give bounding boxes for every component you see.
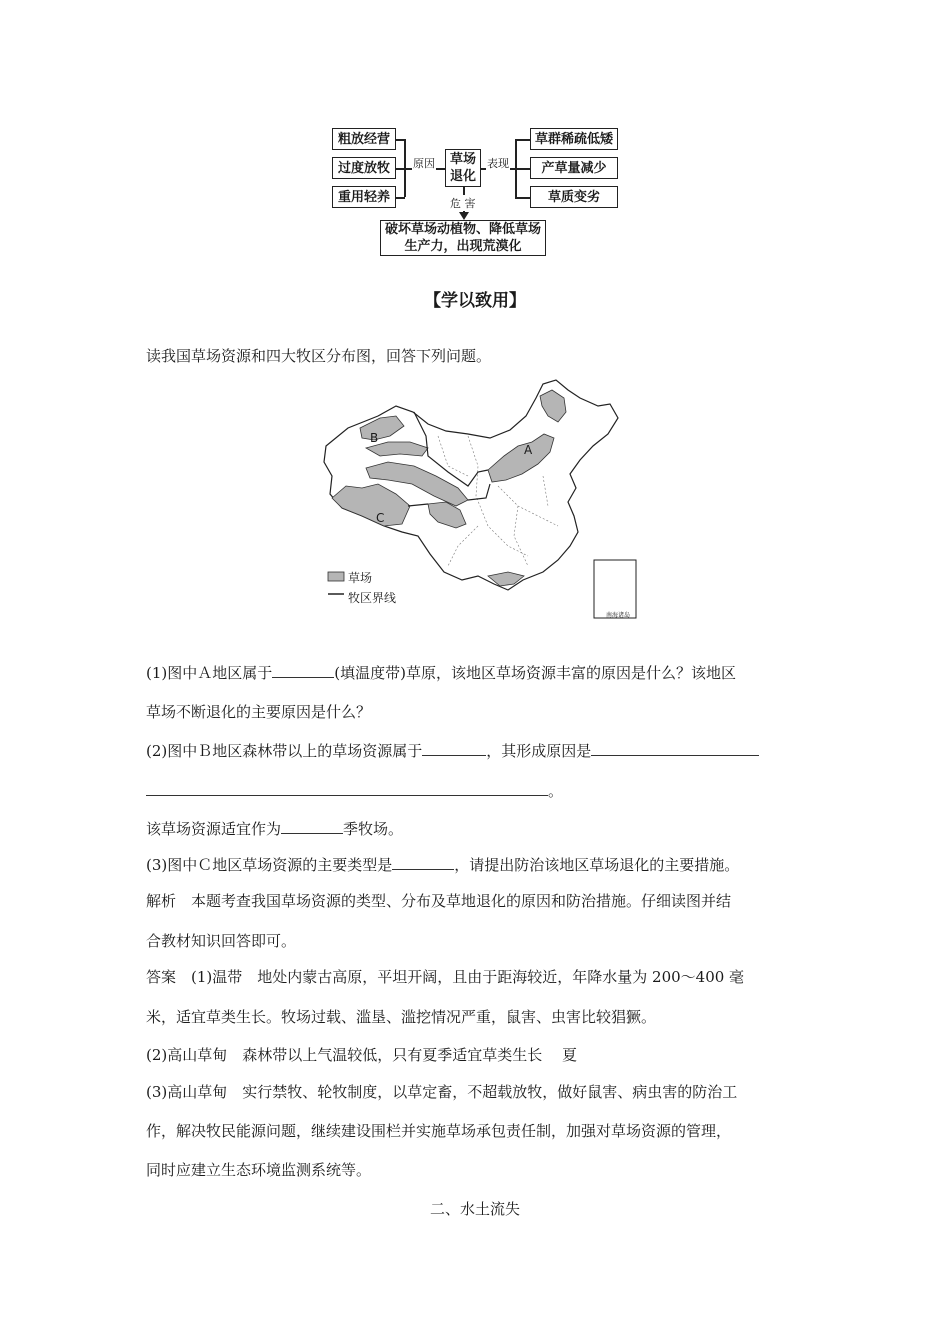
answer-line4: (3)高山草甸 实行禁牧、轮牧制度，以草定畜，不超载放牧，做好鼠害、病虫害的防治工 xyxy=(146,1083,738,1101)
q2-blank-4[interactable] xyxy=(281,821,343,834)
cause-box-3 xyxy=(332,186,396,208)
china-outline xyxy=(324,380,618,590)
map-label-b: B xyxy=(370,431,379,445)
cause-tick-1 xyxy=(396,139,405,141)
q2-blank-2[interactable] xyxy=(591,743,759,756)
cause-box-1 xyxy=(332,128,396,150)
effect-text-3: 草质变劣 xyxy=(547,189,600,205)
effect-tick-1 xyxy=(515,139,530,141)
effect-box-3 xyxy=(530,186,618,208)
legend-line-label: 牧区界线 xyxy=(348,591,397,605)
map-label-a: A xyxy=(524,443,533,457)
q2-text-c: 。 xyxy=(548,782,564,800)
intro-text: 读我国草场资源和四大牧区分布图，回答下列问题。 xyxy=(146,347,492,365)
q2-line1 xyxy=(146,740,759,761)
q1-text-b: (填温度带)草原，该地区草场资源丰富的原因是什么？该地区 xyxy=(334,664,736,682)
inset-label: 南海诸岛 xyxy=(606,612,631,619)
cause-text-1: 粗放经营 xyxy=(337,131,390,147)
answer-line6: 同时应建立生态环境监测系统等。 xyxy=(146,1161,372,1179)
q2-blank-1[interactable] xyxy=(422,743,486,756)
next-section-heading: 二、水土流失 xyxy=(429,1200,520,1218)
map-label-c: C xyxy=(376,511,385,525)
q1-text-a: (1)图中Ａ地区属于 xyxy=(146,664,273,682)
q2-line3 xyxy=(146,818,403,839)
answer-line5: 作，解决牧民能源问题，继续建设围栏并实施草场承包责任制，加强对草场资源的管理， xyxy=(146,1122,732,1140)
section-title: 【学以致用】 xyxy=(424,291,526,311)
q2-blank-3[interactable] xyxy=(146,783,548,796)
q3-line xyxy=(146,854,739,875)
legend-grass-swatch xyxy=(328,572,344,581)
effect-text-1: 草群稀疏低矮 xyxy=(534,131,613,147)
harm-text-1: 破坏草场动植物、降低草场 xyxy=(384,222,541,237)
cause-box-2 xyxy=(332,157,396,179)
center-box xyxy=(445,149,481,187)
q2-text-d: 该草场资源适宜作为 xyxy=(146,820,282,838)
answer-line1: 答案 (1)温带 地处内蒙古高原，平坦开阔，且由于距海较近，年降水量为 200～400 毫 xyxy=(146,968,745,986)
harm-box xyxy=(380,220,546,256)
effect-tick-3 xyxy=(515,197,530,199)
effect-text-2: 产草量减少 xyxy=(541,160,607,176)
legend-grass-label: 草场 xyxy=(348,571,373,585)
answer-line2: 米，适宜草类生长。牧场过载、滥垦、滥挖情况严重，鼠害、虫害比较猖獗。 xyxy=(146,1008,657,1026)
cause-label: 原因 xyxy=(413,157,435,170)
q1-line1 xyxy=(146,662,736,683)
center-text-1: 草场 xyxy=(449,152,476,167)
q3-blank[interactable] xyxy=(392,857,454,870)
analysis-line1: 解析 本题考查我国草场资源的类型、分布及草地退化的原因和防治措施。仔细读图并结 xyxy=(146,892,732,910)
q2-text-a: (2)图中Ｂ地区森林带以上的草场资源属于 xyxy=(146,742,423,760)
effect-box-1 xyxy=(530,128,618,150)
q3-text-b: ，请提出防治该地区草场退化的主要措施。 xyxy=(454,856,740,874)
q2-line2 xyxy=(146,780,563,801)
effect-label: 表现 xyxy=(487,157,509,170)
harm-arrowhead-icon xyxy=(459,212,469,220)
harm-text-2: 生产力，出现荒漠化 xyxy=(404,239,522,254)
q2-text-e: 季牧场。 xyxy=(343,820,404,838)
q3-text-a: (3)图中Ｃ地区草场资源的主要类型是 xyxy=(146,856,393,874)
analysis-line2: 合教材知识回答即可。 xyxy=(146,932,297,950)
answer-line3: (2)高山草甸 森林带以上气温较低，只有夏季适宜草类生长 夏 xyxy=(146,1046,578,1064)
effect-box-2 xyxy=(530,157,618,179)
cause-text-2: 过度放牧 xyxy=(337,160,390,176)
q1-line2: 草场不断退化的主要原因是什么？ xyxy=(146,703,372,721)
q1-blank[interactable] xyxy=(272,665,334,678)
cause-tick-3 xyxy=(396,197,405,199)
cause-text-3: 重用轻养 xyxy=(337,189,390,205)
effect-tick-2 xyxy=(515,168,530,170)
cause-tick-2 xyxy=(396,168,405,170)
q2-text-b: ，其形成原因是 xyxy=(486,742,592,760)
center-text-2: 退化 xyxy=(449,169,476,184)
harm-label: 危 害 xyxy=(450,197,476,210)
